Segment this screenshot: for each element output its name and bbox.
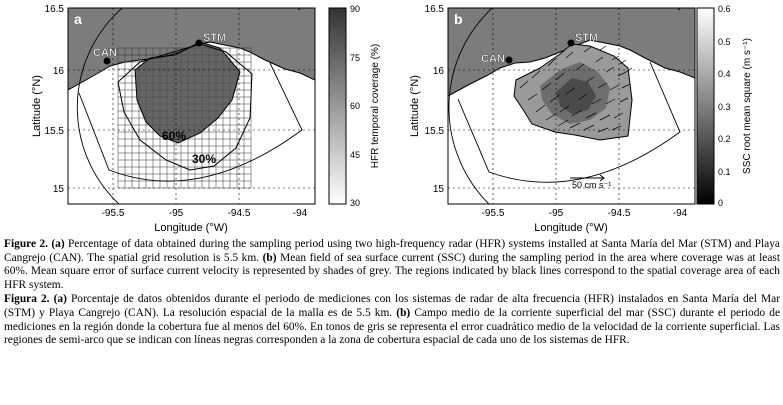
x-axis-b	[482, 208, 688, 219]
contour-label-60: 60%	[162, 129, 187, 143]
panel-a	[31, 0, 381, 236]
x-axis-label-b: Longitude (°W)	[534, 222, 608, 234]
xtick-label: -95.5	[101, 208, 125, 219]
caption-text: Percentage of data obtained during the sampling period using two high-frequency radar (HFR) systems installed at Santa María del Mar (STM) and Playa Cangrejo (CAN). The spatial grid resolution is 5.5 km.	[4, 238, 780, 264]
panel-label-b: b	[454, 11, 463, 27]
ytick-label: 16.5	[424, 4, 444, 15]
colorbar-a	[329, 4, 381, 208]
xtick-label: -94.5	[607, 208, 631, 219]
caption-english	[4, 238, 780, 292]
colorbar-tick-label: 0.3	[718, 102, 731, 112]
x-axis-label-a: Longitude (°W)	[154, 222, 228, 234]
y-axis-label-a: Latitude (°N)	[31, 75, 43, 137]
colorbar-label-b: SSC root mean square (m s⁻¹)	[742, 38, 753, 174]
colorbar-label-a: HFR temporal coverage (%)	[370, 43, 381, 169]
colorbar-tick-label: 0.6	[718, 4, 731, 14]
ytick-label: 16	[432, 66, 444, 77]
station-stm-label: STM	[575, 32, 599, 44]
colorbar-tick-label: 90	[350, 4, 361, 14]
colorbar-tick-label: 60	[350, 101, 361, 111]
station-can-marker	[506, 57, 513, 64]
ytick-label: 15.5	[44, 126, 64, 137]
ytick-label: 16	[52, 66, 64, 77]
x-axis-a	[102, 208, 308, 219]
station-can-label: CAN	[481, 53, 505, 65]
caption-panel-ref: (b)	[396, 306, 411, 319]
caption-text: Porcentaje de datos obtenidos durante el periodo de mediciones con los sistemas de radar de alta frecuencia (HFR) instalados en Santa María del Mar (STM) y Playa Cangrejo (CAN). La resolución espacial de la malla es de 5.5 km.	[4, 293, 780, 319]
caption-heading-es: Figura 2.	[4, 293, 50, 306]
panel-b	[409, 0, 753, 236]
colorbar-tick-label: 0.2	[718, 134, 731, 144]
figure-caption	[4, 238, 780, 349]
scale-label: 50 cm s⁻¹	[572, 180, 612, 190]
caption-panel-ref: (a)	[51, 238, 65, 250]
colorbar-tick-label: 75	[350, 53, 361, 63]
colorbar-tick-label: 0.5	[718, 37, 731, 47]
caption-heading-en: Figure 2.	[4, 238, 48, 250]
ytick-label: 16.5	[44, 4, 64, 15]
station-stm-marker	[196, 40, 203, 47]
xtick-label: -94	[292, 208, 308, 219]
colorbar-tick-label: 30	[350, 198, 361, 208]
station-can-label: CAN	[93, 47, 117, 59]
xtick-label: -95.5	[481, 208, 505, 219]
caption-text: Campo medio de la corriente superficial del mar (SSC) durante el periodo de mediciones en la región donde la cobertura fue al menos del 60%. En tonos de gris se representa el error cuadrático medio de la velocidad de la corriente superficial. Las regiones de semi-arco que se indican con líneas negras corresponden a la zona de cobertura espacial de cada uno de los sistemas de HFR.	[4, 306, 780, 347]
colorbar-tick-label: 0.4	[718, 69, 731, 79]
panel-label-a: a	[74, 11, 82, 27]
contour-label-30: 30%	[192, 152, 217, 166]
xtick-label: -95	[548, 208, 564, 219]
xtick-label: -94	[672, 208, 688, 219]
y-axis-a	[45, 4, 65, 195]
xtick-label: -94.5	[227, 208, 251, 219]
ytick-label: 15.5	[424, 126, 444, 137]
colorbar-tick-label: 45	[350, 150, 361, 160]
colorbar-b	[697, 4, 753, 208]
station-stm-marker	[568, 40, 575, 47]
y-axis-label-b: Latitude (°N)	[409, 75, 421, 137]
colorbar-tick-label: 0.1	[718, 167, 731, 177]
xtick-label: -95	[168, 208, 184, 219]
caption-panel-ref: (a)	[53, 293, 67, 306]
caption-panel-ref: (b)	[262, 251, 277, 264]
ytick-label: 15	[432, 184, 444, 195]
y-axis-b	[425, 4, 445, 195]
ytick-label: 15	[52, 184, 64, 195]
colorbar-tick-label: 0	[718, 198, 724, 208]
caption-text: Mean field of sea surface current (SSC) during the sampling period in the area where coverage was at least 60%. Mean square error of surface current velocity is represented by shades of grey. The regions indicated by black lines correspond to the spatial coverage area of each HFR system.	[4, 251, 780, 291]
station-stm-label: STM	[203, 32, 227, 44]
caption-spanish	[4, 293, 780, 347]
